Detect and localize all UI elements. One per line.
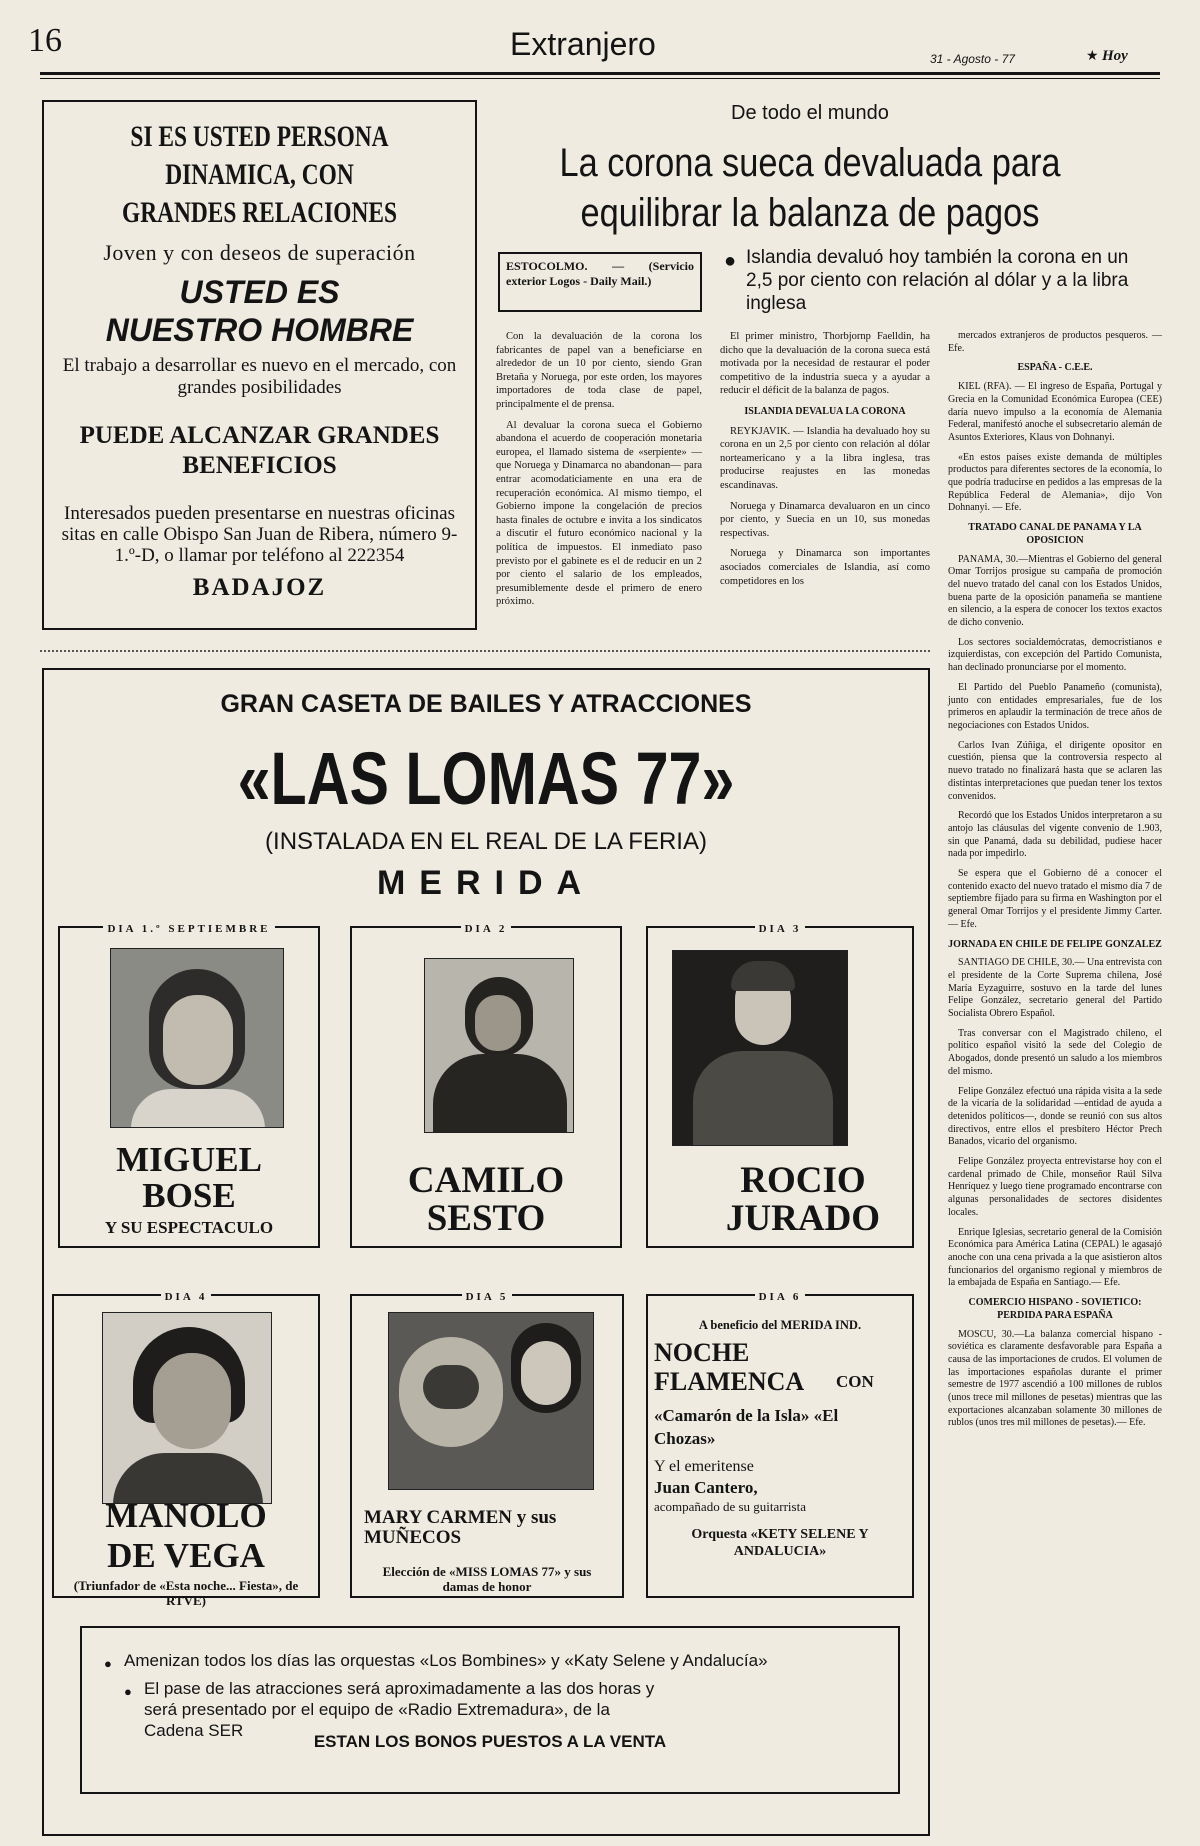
right-s2-p4: Carlos Ivan Zúñiga, el dirigente opositor en cuestión, piensa que la controversia respecto al nuevo tratado no finalizará hasta que se aclaren las distintas interpretaciones que puedan tener los textos convenidos. [948, 739, 1162, 802]
day1-name: MIGUEL BOSE [116, 1140, 262, 1215]
job-ad-line2a: USTED ES [179, 274, 340, 310]
fair-sub: (INSTALADA EN EL REAL DE LA FERIA) [265, 828, 707, 855]
fair-ad [42, 668, 930, 1836]
day1-photo [110, 948, 284, 1128]
right-s2-head: TRATADO CANAL DE PANAMA Y LA OPOSICION [968, 522, 1142, 546]
bullet-icon: ● [724, 250, 737, 272]
article-col2-p2: Noruega y Dinamarca devaluaron en un cinco por ciento, y Suecia en un 10, sus monedas respectivas. [720, 500, 930, 539]
article-kicker: De todo el mundo [731, 102, 889, 124]
article-col1-p2: Al devaluar la corona sueca el Gobierno abandona el acuerdo de cooperación monetaria europea, el llamado sistema de «serpiente» —que Noruega y Dinamarca no abandonan— para entrar acomodaticiamente en una era de recuperación económica. Al mismo tiempo, el Gobierno impone la congelación de precios hasta finales de octubre e invita a los sindicatos a discutir el futuro económico nacional y la política de impuestos. El inmediato paso previsto por el gabinete es el de reducir en un 2 por ciento el salario de los empleados, presumiblemente desde el primero de enero próximo. [496, 419, 702, 608]
fair-footer [80, 1626, 900, 1794]
right-s2-p2: Los sectores socialdemócratas, democristianos e izquierdistas, con excepción del Partido Comunista, han declinado pronunciarse por el momento. [948, 636, 1162, 674]
job-ad-line2b: NUESTRO HOMBRE [105, 312, 414, 348]
day4-card [52, 1291, 320, 1608]
footer-b1: Amenizan todos los días las orquestas «Los Bombines» y «Katy Selene y Andalucía» [124, 1651, 768, 1670]
job-ad [42, 100, 477, 630]
day6-orchestra: Orquesta «KETY SELENE Y ANDALUCIA» [691, 1527, 869, 1559]
day6-name: NOCHE FLAMENCA [654, 1338, 805, 1396]
day1-label: DIA 1.º SEPTIEMBRE [103, 923, 274, 935]
article-col2 [720, 330, 930, 595]
day6-con: CON [836, 1372, 874, 1391]
article-dateline [498, 252, 702, 312]
header-rule-thin [40, 78, 1160, 79]
article-col1-p1: Con la devaluación de la corona los fabricantes de papel van a beneficiarse en alrededor de un 10 por ciento, siendo Gran Bretaña y Noruega, por este orden, los mayores importadores de toda clase de papel, principalmente el de prensa. [496, 331, 702, 410]
day6-label: DIA 6 [755, 1291, 806, 1303]
day6-guitar: acompañado de su guitarrista [654, 1499, 806, 1514]
fair-city: MERIDA [376, 864, 596, 902]
article-col2-p3: Noruega y Dinamarca son importantes asociados comerciales de Islandia, así como competidores en los [720, 548, 930, 587]
job-ad-line5: Interesados pueden presentarse en nuestras oficinas sitas en calle Obispo San Juan de Ribera, número 9-1.º-D, o llamar por teléfono al 222354 [61, 503, 458, 566]
day1-card [58, 923, 320, 1248]
job-ad-line1: Joven y con deseos de superación [103, 240, 416, 265]
section-title: Extranjero [510, 26, 656, 62]
right-s2-p3: El Partido del Pueblo Panameño (comunista), junto con entidades empresariales, fue de los primeros en aplaudir la terminación de trece años de negociaciones con Estados Unidos. [948, 681, 1162, 731]
article-bullet: Islandia devaluó hoy también la corona en un 2,5 por ciento con relación al dólar y a la libra inglesa [746, 247, 1129, 314]
day5-label: DIA 5 [462, 1291, 513, 1303]
star-icon: ★ [1086, 49, 1099, 64]
day5-photo [388, 1312, 594, 1490]
right-s3-p1: SANTIAGO DE CHILE, 30.— Una entrevista con el presidente de la Corte Suprema chilena, José María Eyzaguirre, sostuvo en la tarde del lunes Felipe González, secretario general del Partido Socialista Obrero Español. [948, 957, 1162, 1020]
right-s4-p1: MOSCU, 30.—La balanza comercial hispano - soviética es claramente desfavorable para España a causa de las importaciones de crudos. El volumen de las importaciones españolas durante el primer semestre de 1977 ascendió a 100 millones de rublos (unos trece mil millones de pesetas) mientras que las exportaciones alcanzaban solamente 30 millones de rublos (unos tres mil millones de pesetas).— Efe. [948, 1328, 1162, 1429]
header-date: 31 - Agosto - 77 [930, 52, 1015, 66]
day4-photo [102, 1312, 272, 1504]
header-rule [40, 72, 1160, 75]
right-s2-p6: Se espera que el Gobierno dé a conocer el contenido exacto del nuevo tratado el mismo día 7 de septiembre fijado para su firma en Washington por el general Omar Torrijos y el presidente Jimmy Carter.— Efe. [948, 868, 1162, 930]
right-intro: mercados extranjeros de productos pesqueros. — Efe. [948, 330, 1162, 354]
right-s3-p2: Tras conversar con el Magistrado chileno, el político español visitó la sede del Colegio de Abogados, donde presentó un saludo a los miembros del mismo. [948, 1027, 1162, 1077]
article-col1 [496, 330, 702, 616]
job-ad-line4: PUEDE ALCANZAR GRANDES BENEFICIOS [79, 422, 440, 479]
bullet-icon: ● [124, 1684, 132, 1699]
fair-name: «LAS LOMAS 77» [237, 737, 735, 820]
right-s3-head: JORNADA EN CHILE DE FELIPE GONZALEZ [948, 938, 1162, 950]
right-news-column [948, 330, 1162, 1437]
page-number: 16 [28, 22, 62, 59]
article-col2-subhead: ISLANDIA DEVALUA LA CORONA [744, 405, 906, 417]
day5-sub: Elección de «MISS LOMAS 77» y sus damas de honor [382, 1564, 592, 1594]
day2-label: DIA 2 [461, 923, 512, 935]
masthead-logo: Hoy [1102, 48, 1128, 64]
day3-card [646, 923, 914, 1248]
day3-label: DIA 3 [755, 923, 806, 935]
right-s3-p4: Felipe González proyecta entrevistarse hoy con el cardenal primado de Chile, monseñor Raúl Silva Henríquez y luego tiene programado encontrarse con algunas personalidades de sectores disidentes locales. [948, 1156, 1162, 1218]
article-headline: La corona sueca devaluada para equilibrar la balanza de pagos [559, 141, 1061, 235]
day1-sub: Y SU ESPECTACULO [104, 1218, 274, 1237]
article-col2-intro: El primer ministro, Thorbjornp Faelldin, ha dicho que la devaluación de la corona sueca está motivada por la necesidad de restaurar el poder competitivo de la industria sueca y a ayudar a reducir el déficit de la balanza de pagos. [720, 331, 930, 397]
right-s2-p1: PANAMA, 30.—Mientras el Gobierno del general Omar Torrijos prosigue su campaña de promoción del nuevo tratado del canal con los Estados Unidos, buena parte de la oposición panameña se mantiene en silencio, a la espera de conocer los textos exactos de dicho convenio. [948, 553, 1162, 629]
right-s1-head: ESPAÑA - C.E.E. [1017, 362, 1093, 374]
right-s2-p5: Recordó que los Estados Unidos interpretaron a su antojo las cláusulas del vigente convenio de 1.903, sin que Panamá, dada su debilidad, pudiese hacer nada por impedirlo. [948, 810, 1162, 860]
dateline-text: ESTOCOLMO. — (Servicio exterior Logos - Daily Mail.) [506, 259, 694, 288]
day6-guests: «Camarón de la Isla» «El Chozas» [654, 1406, 839, 1448]
article-col2-p1: REYKJAVIK. — Islandia ha devaluado hoy su corona en un 2,5 por ciento con relación al dólar norteamericano y a la libra inglesa, tras producirse reajustes en las monedas escandinavas. [720, 425, 930, 491]
bullet-icon: ● [104, 1656, 112, 1671]
right-s3-p3: Felipe González efectuó una rápida visita a la sede de la vicaría de la solidaridad —entidad de ayuda a detenidos políticos—, donde se reunió con sus altos directivos, entre ellos el presbítero Héctor Prech Banados, vicario del organismo. [948, 1085, 1162, 1148]
right-s4-head: COMERCIO HISPANO - SOVIETICO: PERDIDA PARA ESPAÑA [968, 1297, 1142, 1321]
job-ad-city: BADAJOZ [192, 574, 327, 601]
day2-card [350, 923, 622, 1248]
footer-b3: ESTAN LOS BONOS PUESTOS A LA VENTA [313, 1732, 667, 1751]
day6-cantero: Juan Cantero, [654, 1478, 758, 1497]
footer-b2: El pase de las atracciones será aproximadamente a las dos horas y será presentado por el equipo de «Radio Extremadura», de la Cadena SER [144, 1679, 655, 1740]
day4-sub: (Triunfador de «Esta noche... Fiesta», de RTVE) [73, 1578, 299, 1608]
day2-photo [424, 958, 574, 1133]
fair-title: GRAN CASETA DE BAILES Y ATRACCIONES [220, 690, 752, 718]
day6-card [646, 1291, 914, 1598]
day5-name: MARY CARMEN y sus MUÑECOS [364, 1507, 557, 1548]
day5-card [350, 1291, 624, 1598]
day3-name: ROCIO JURADO [725, 1160, 881, 1239]
right-s1-p2: «En estos países existe demanda de múltiples productos para diferentes sectores de la economía, lo que podría traducirse en pedidos a las empresas de la República Federal de Alemania», dijo Von Dohnanyi. — Efe. [948, 451, 1162, 514]
job-ad-headline: SI ES USTED PERSONA DINAMICA, CON GRANDES RELACIONES [121, 120, 397, 229]
day3-photo [672, 950, 848, 1146]
job-ad-line3: El trabajo a desarrollar es nuevo en el mercado, con grandes posibilidades [62, 355, 457, 398]
right-s1-p1: KIEL (RFA). — El ingreso de España, Portugal y Grecia en la Comunidad Económica Europea (CEE) daría nuevo impulso a la economía de Alemania Federal, manifestó anoche el subsecretario alemán de Asuntos Exteriores, Klaus von Dohnanyi. [948, 381, 1162, 443]
right-s3-p5: Enrique Iglesias, secretario general de la Comisión Económica para América Latina (CEPAL) le agasajó anoche con una cena privada a la que asistieron altos funcionarios del organismo regional y miembros de la embajada de España en Santiago.— Efe. [948, 1226, 1162, 1289]
separator [40, 650, 930, 654]
day4-name: MANOLO DE VEGA [105, 1496, 267, 1575]
day6-emeritense: Y el emeritense [654, 1458, 754, 1475]
day2-name: CAMILO SESTO [407, 1160, 565, 1239]
day4-label: DIA 4 [161, 1291, 212, 1303]
day6-benefit: A beneficio del MERIDA IND. [698, 1318, 862, 1332]
